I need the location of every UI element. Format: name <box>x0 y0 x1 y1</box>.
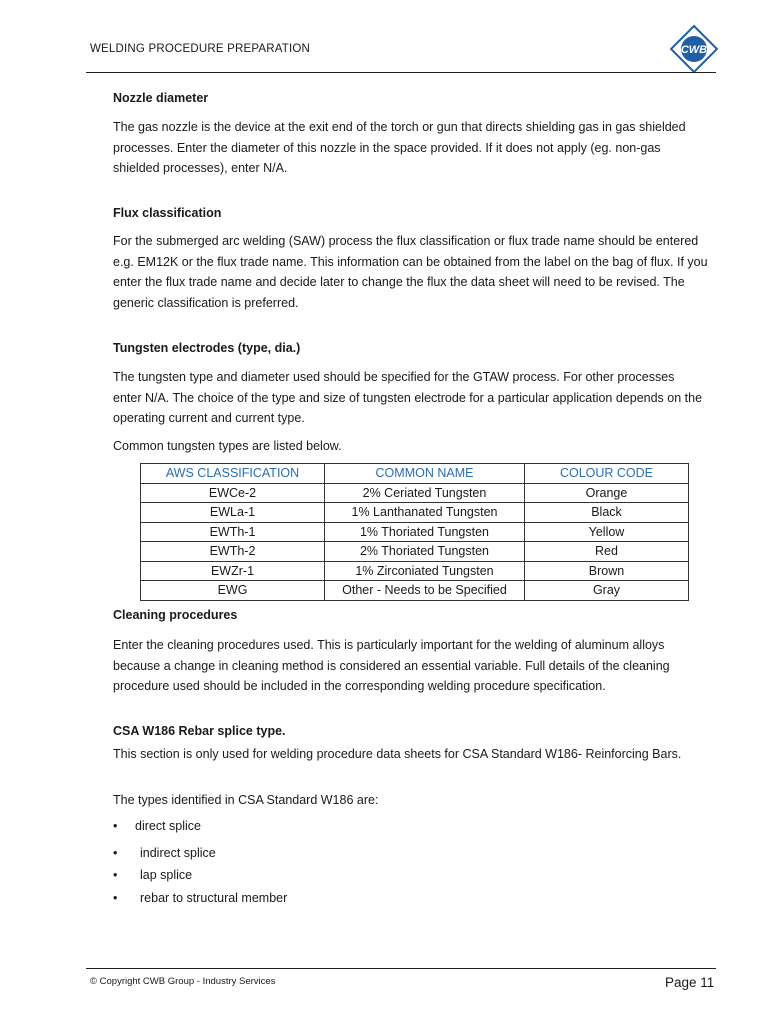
page-number: Page 11 <box>665 975 715 990</box>
heading-tungsten-electrodes: Tungsten electrodes (type, dia.) <box>113 341 301 355</box>
table-header-row <box>141 464 689 484</box>
table-row <box>141 522 689 542</box>
bullet-icon: • <box>113 846 118 860</box>
paragraph-csa-w186: This section is only used for welding procedure data sheets for CSA Standard W186- Reinforcing Bars. <box>113 747 682 761</box>
cell-aws-classification: EWTh-1 <box>141 522 325 542</box>
cell-aws-classification: EWTh-2 <box>141 542 325 562</box>
cell-colour-code: Brown <box>525 561 689 581</box>
header-title: WELDING PROCEDURE PREPARATION <box>90 43 311 55</box>
table-row <box>141 483 689 503</box>
footer-copyright: © Copyright CWB Group - Industry Services <box>90 976 276 987</box>
table-row <box>141 561 689 581</box>
cell-aws-classification: EWG <box>141 581 325 601</box>
column-header-aws-classification: AWS CLASSIFICATION <box>141 464 325 484</box>
cell-common-name: 1% Zirconiated Tungsten <box>325 561 525 581</box>
heading-flux-classification: Flux classification <box>113 206 222 220</box>
cell-colour-code: Orange <box>525 483 689 503</box>
bullet-icon: • <box>113 868 118 882</box>
text-line: shielded processes), enter N/A. <box>113 161 288 175</box>
paragraph-cleaning-procedures <box>113 635 713 697</box>
cell-common-name: Other - Needs to be Specified <box>325 581 525 601</box>
csa-splice-types-intro: The types identified in CSA Standard W186 are: <box>113 793 379 807</box>
text-line: The gas nozzle is the device at the exit end of the torch or gun that directs shielding gas in gas shielded <box>113 120 686 134</box>
list-item <box>113 891 287 905</box>
logo-text: CWB <box>680 44 708 56</box>
table-row <box>141 542 689 562</box>
paragraph-flux-classification <box>113 231 713 313</box>
footer-rule <box>86 968 716 969</box>
text-line: The tungsten type and diameter used should be specified for the GTAW process. For other processes <box>113 370 675 384</box>
table-row <box>141 503 689 523</box>
cell-colour-code: Gray <box>525 581 689 601</box>
heading-cleaning-procedures: Cleaning procedures <box>113 608 238 622</box>
cell-colour-code: Red <box>525 542 689 562</box>
tungsten-types-table <box>140 463 689 601</box>
text-line: enter the flux trade name and decide later to change the flux the data sheet will need to be revised. The <box>113 275 685 289</box>
list-item <box>113 868 192 882</box>
text-line: procedure used should be included in the corresponding welding procedure specification. <box>113 679 606 693</box>
cell-colour-code: Yellow <box>525 522 689 542</box>
cell-colour-code: Black <box>525 503 689 523</box>
paragraph-nozzle-diameter <box>113 117 713 179</box>
text-line: processes. Enter the diameter of this nozzle in the space provided. If it does not apply (eg. non-gas <box>113 140 661 155</box>
bullet-icon: • <box>113 819 118 833</box>
list-item-label: rebar to structural member <box>140 891 288 905</box>
text-line: e.g. EM12K or the flux trade name. This information can be obtained from the label on the bag of flux. If you <box>113 254 708 269</box>
text-line: operating current and current type. <box>113 411 305 425</box>
list-item-label: lap splice <box>140 868 193 882</box>
text-line: because a change in cleaning method is considered an essential variable. Full details of the cleaning <box>113 658 670 673</box>
cell-common-name: 1% Thoriated Tungsten <box>325 522 525 542</box>
text-line: For the submerged arc welding (SAW) process the flux classification or flux trade name should be entered <box>113 234 699 248</box>
paragraph-tungsten-electrodes <box>113 367 713 429</box>
header-rule <box>86 72 716 73</box>
cell-common-name: 2% Ceriated Tungsten <box>325 483 525 503</box>
table-row <box>141 581 689 601</box>
cell-common-name: 1% Lanthanated Tungsten <box>325 503 525 523</box>
bullet-icon: • <box>113 891 118 905</box>
list-item <box>113 819 201 833</box>
cell-aws-classification: EWCe-2 <box>141 483 325 503</box>
cell-common-name: 2% Thoriated Tungsten <box>325 542 525 562</box>
tungsten-table-intro: Common tungsten types are listed below. <box>113 439 342 453</box>
cell-aws-classification: EWLa-1 <box>141 503 325 523</box>
list-item-label: direct splice <box>135 819 201 833</box>
heading-nozzle-diameter: Nozzle diameter <box>113 91 209 105</box>
list-item-label: indirect splice <box>140 846 216 860</box>
text-line: generic classification is preferred. <box>113 295 299 310</box>
column-header-colour-code: COLOUR CODE <box>525 464 689 484</box>
cwb-logo <box>670 25 718 73</box>
cell-aws-classification: EWZr-1 <box>141 561 325 581</box>
list-item <box>113 846 216 860</box>
column-header-common-name: COMMON NAME <box>325 464 525 484</box>
text-line: enter N/A. The choice of the type and size of tungsten electrode for a particular application depends on the <box>113 390 703 405</box>
text-line: Enter the cleaning procedures used. This is particularly important for the welding of aluminum alloys <box>113 638 665 652</box>
heading-csa-w186-rebar-splice: CSA W186 Rebar splice type. <box>113 724 286 738</box>
